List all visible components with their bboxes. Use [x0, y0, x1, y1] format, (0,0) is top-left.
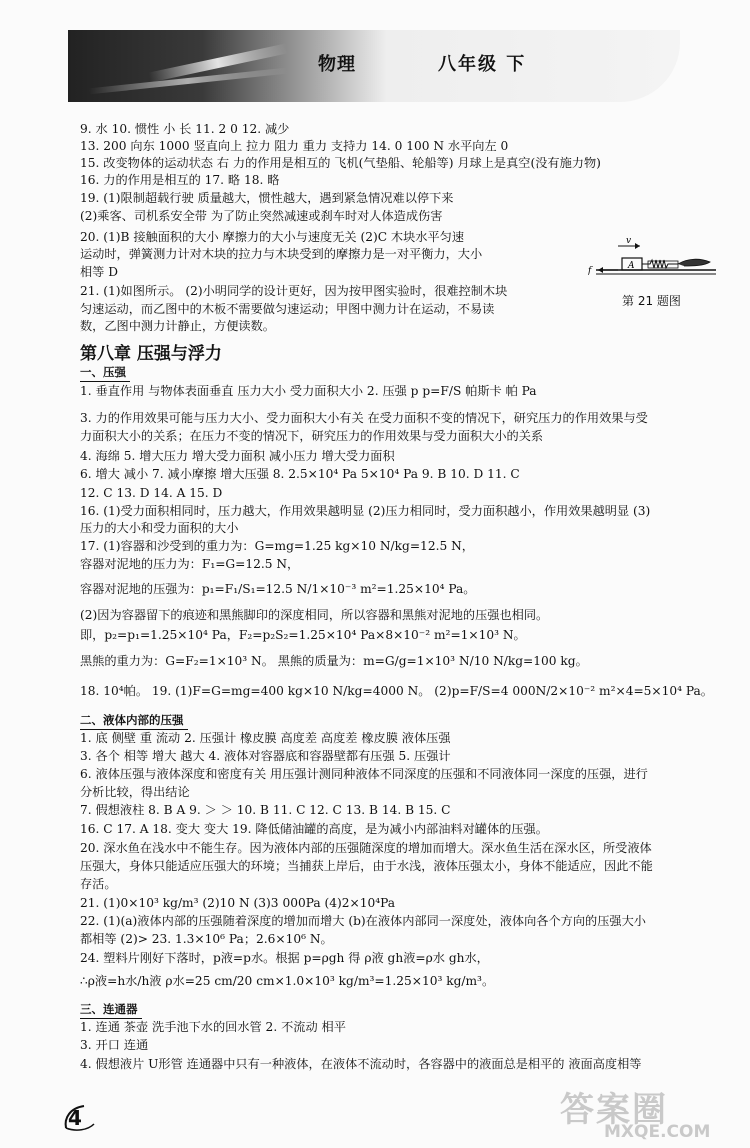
answer-line: 7. 假想液柱 8. B A 9. ＞ ＞ 10. B 11. C 12. C 13. B 14. B 15. C [80, 803, 451, 817]
answer-line: 17. (1)容器和沙受到的重力为：G=mg=1.25 kg×10 N/kg=12.5 N， [80, 539, 474, 553]
answer-line: 19. (1)限制超载行驶 质量越大，惯性越大，遇到紧急情况难以停下来 [80, 191, 454, 205]
answer-line: 压力的大小和受力面积的大小 [80, 521, 239, 535]
answer-line: 分析比较，得出结论 [80, 785, 190, 799]
page-number: 4 [68, 1106, 82, 1130]
answer-line: 13. 200 向东 1000 竖直向上 拉力 阻力 重力 支持力 14. 0 100 N 水平向左 0 [80, 139, 509, 153]
answer-line: 相等 D [80, 265, 119, 279]
chapter-title: 第八章 压强与浮力 [80, 344, 222, 364]
q21-figure [588, 234, 720, 284]
watermark-logo: 答案圈 [560, 1090, 668, 1130]
answer-line: 16. C 17. A 18. 变大 变大 19. 降低储油罐的高度，是为减小内部油料对罐体的压强。 [80, 822, 548, 836]
subject-title: 物理 [318, 54, 356, 75]
answer-line: 18. 10⁴帕。 19. (1)F=G=mg=400 kg×10 N/kg=4000 N。 (2)p=F/S=4 000N/2×10⁻² m²×4=5×10⁴ Pa。 [80, 684, 713, 698]
answer-line: 15. 改变物体的运动状态 右 力的作用是相互的 飞机(气垫船、轮船等) 月球上是真空(没有施力物) [80, 156, 601, 170]
watermark-url: MXQE.COM [604, 1122, 711, 1142]
answer-line: 力面积大小的关系；在压力不变的情况下，研究压力的作用效果与受力面积大小的关系 [80, 429, 544, 443]
answer-line: 1. 垂直作用 与物体表面垂直 压力大小 受力面积大小 2. 压强 p p=F/S 帕斯卡 帕 Pa [80, 384, 537, 398]
answer-line: ∴ρ液=h水/h液 ρ水=25 cm/20 cm×1.0×10³ kg/m³=1.25×10³ kg/m³。 [80, 974, 495, 988]
answer-line: 6. 增大 减小 7. 减小摩擦 增大压强 8. 2.5×10⁴ Pa 5×10⁴ Pa 9. B 10. D 11. C [80, 467, 520, 481]
answer-line: 压强大，身体只能适应压强大的环境；当捕获上岸后，由于水浅，液体压强太小，身体不能适应，因此不能 [80, 859, 653, 873]
answer-line: 21. (1)如图所示。 (2)小明同学的设计更好，因为按甲图实验时，很难控制木块 [80, 284, 508, 298]
answer-line: 6. 液体压强与液体深度和密度有关 用压强计测同种液体不同深度的压强和不同液体同一深度的压强，进行 [80, 767, 648, 781]
section-title: 二、液体内部的压强 [80, 713, 184, 727]
figure-label-v: v [626, 236, 632, 246]
figure-label-f: f [588, 266, 592, 276]
grade-title: 八年级 下 [438, 54, 527, 75]
answer-line: 3. 开口 连通 [80, 1038, 149, 1052]
answer-line: 3. 力的作用效果可能与压力大小、受力面积大小有关 在受力面积不变的情况下，研究压力的作用效果与受 [80, 411, 648, 425]
answer-line: 21. (1)0×10³ kg/m³ (2)10 N (3)3 000Pa (4)2×10⁴Pa [80, 896, 396, 910]
answer-line: (2)乘客、司机系安全带 为了防止突然减速或刹车时对人体造成伤害 [80, 209, 443, 223]
section-title: 三、连通器 [80, 1002, 138, 1016]
answer-line: 数，乙图中测力计静止，方便读数。 [80, 319, 275, 333]
header-banner [68, 30, 680, 102]
answer-line: 即，p₂=p₁=1.25×10⁴ Pa，F₂=p₂S₂=1.25×10⁴ Pa×8×10⁻² m²=1×10³ N。 [80, 628, 526, 642]
answer-line: 24. 塑料片刚好下落时，p液=p水。根据 p=ρgh 得 ρ液 gh液=ρ水 gh水， [80, 951, 489, 965]
answer-line: 4. 假想液片 U形管 连通器中只有一种液体，在液体不流动时，各容器中的液面总是相平的 液面高度相等 [80, 1057, 642, 1071]
answer-line: 22. (1)(a)液体内部的压强随着深度的增加而增大 (b)在液体内部同一深度处，液体向各个方向的压强大小 [80, 914, 646, 928]
answer-line: 运动时，弹簧测力计对木块的拉力与木块受到的摩擦力是一对平衡力，大小 [80, 247, 483, 261]
answer-line: 3. 各个 相等 增大 越大 4. 液体对容器底和容器壁都有压强 5. 压强计 [80, 749, 451, 763]
answer-line: 都相等 (2)> 23. 1.3×10⁶ Pa；2.6×10⁶ N。 [80, 932, 333, 946]
answer-line: 存活。 [80, 877, 117, 891]
answer-line: 容器对泥地的压力为：F₁=G=12.5 N， [80, 557, 300, 571]
answer-line: 20. 深水鱼在浅水中不能生存。因为液体内部的压强随深度的增加而增大。深水鱼生活在深水区，所受液体 [80, 841, 652, 855]
figure-caption: 第 21 题图 [622, 294, 681, 308]
answer-line: 20. (1)B 接触面积的大小 摩擦力的大小与速度无关 (2)C 木块水平匀速 [80, 230, 465, 244]
answer-line: 4. 海绵 5. 增大压力 增大受力面积 减小压力 增大受力面积 [80, 449, 395, 463]
answer-line: 16. 力的作用是相互的 17. 略 18. 略 [80, 173, 280, 187]
answer-line: 黑熊的重力为：G=F₂=1×10³ N。 黑熊的质量为：m=G/g=1×10³ N/10 N/kg=100 kg。 [80, 654, 588, 668]
answer-line: 1. 底 侧壁 重 流动 2. 压强计 橡皮膜 高度差 高度差 橡皮膜 液体压强 [80, 731, 451, 745]
answer-line: 容器对泥地的压强为：p₁=F₁/S₁=12.5 N/1×10⁻³ m²=1.25×10⁴ Pa。 [80, 582, 476, 596]
answer-line: 9. 水 10. 惯性 小 长 11. 2 0 12. 减少 [80, 122, 290, 136]
answer-line: (2)因为容器留下的痕迹和黑熊脚印的深度相同，所以容器和黑熊对泥地的压强也相同。 [80, 608, 549, 622]
answer-line: 16. (1)受力面积相同时，压力越大，作用效果越明显 (2)压力相同时，受力面积越小，作用效果越明显 (3) [80, 504, 651, 518]
answer-line: 匀速运动，而乙图中的木板不需要做匀速运动；甲图中测力计在运动，不易读 [80, 302, 495, 316]
section-title: 一、压强 [80, 365, 126, 379]
figure-label-a: A [628, 261, 635, 271]
answer-line: 1. 连通 茶壶 洗手池下水的回水管 2. 不流动 相平 [80, 1020, 346, 1034]
answer-line: 12. C 13. D 14. A 15. D [80, 486, 223, 500]
